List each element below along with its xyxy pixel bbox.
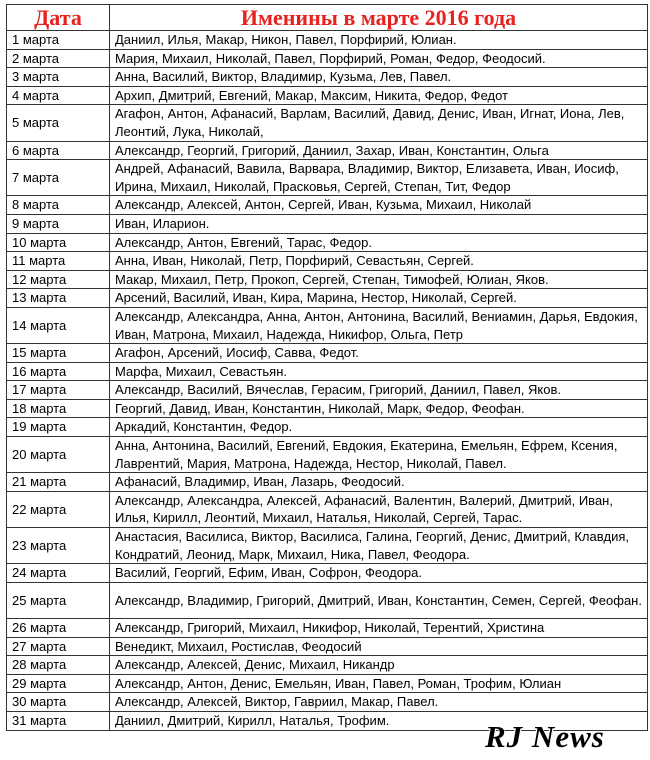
- table-row: [7, 656, 648, 675]
- table-row: [7, 270, 648, 289]
- date-cell: 22 марта: [7, 491, 110, 527]
- table-row: [7, 619, 648, 638]
- names-cell: Александр, Алексей, Антон, Сергей, Иван, Кузьма, Михаил, Николай: [110, 196, 648, 215]
- table-row: [7, 289, 648, 308]
- table-title: Именины в марте 2016 года: [110, 5, 648, 31]
- watermark-logo: RJ News: [485, 719, 605, 754]
- table-row: [7, 344, 648, 363]
- date-cell: 29 марта: [7, 674, 110, 693]
- date-cell: 8 марта: [7, 196, 110, 215]
- names-cell: Александр, Алексей, Виктор, Гавриил, Макар, Павел.: [110, 693, 648, 712]
- date-cell: 5 марта: [7, 105, 110, 141]
- table-row: [7, 491, 648, 527]
- table-row: [7, 141, 648, 160]
- names-cell: Александр, Антон, Денис, Емельян, Иван, Павел, Роман, Трофим, Юлиан: [110, 674, 648, 693]
- table-row: [7, 160, 648, 196]
- table-row: [7, 362, 648, 381]
- names-cell: Марфа, Михаил, Севастьян.: [110, 362, 648, 381]
- table-row: [7, 582, 648, 618]
- names-cell: Даниил, Илья, Макар, Никон, Павел, Порфирий, Юлиан.: [110, 31, 648, 50]
- date-cell: 6 марта: [7, 141, 110, 160]
- table-row: [7, 31, 648, 50]
- names-cell: Анна, Иван, Николай, Петр, Порфирий, Севастьян, Сергей.: [110, 252, 648, 271]
- date-cell: 28 марта: [7, 656, 110, 675]
- names-cell: Иван, Иларион.: [110, 214, 648, 233]
- table-row: [7, 196, 648, 215]
- date-cell: 15 марта: [7, 344, 110, 363]
- date-cell: 19 марта: [7, 418, 110, 437]
- names-cell: Георгий, Давид, Иван, Константин, Николай, Марк, Федор, Феофан.: [110, 399, 648, 418]
- table-row: [7, 381, 648, 400]
- table-row: [7, 233, 648, 252]
- table-row: [7, 399, 648, 418]
- date-cell: 4 марта: [7, 86, 110, 105]
- names-cell: Арсений, Василий, Иван, Кира, Марина, Нестор, Николай, Сергей.: [110, 289, 648, 308]
- table-row: [7, 105, 648, 141]
- date-cell: 27 марта: [7, 637, 110, 656]
- date-cell: 30 марта: [7, 693, 110, 712]
- date-cell: 24 марта: [7, 564, 110, 583]
- table-header-row: [7, 5, 648, 31]
- names-cell: Венедикт, Михаил, Ростислав, Феодосий: [110, 637, 648, 656]
- table-row: [7, 418, 648, 437]
- date-cell: 11 марта: [7, 252, 110, 271]
- names-cell: Александр, Григорий, Михаил, Никифор, Николай, Терентий, Христина: [110, 619, 648, 638]
- names-cell: Анна, Антонина, Василий, Евгений, Евдокия, Екатерина, Емельян, Ефрем, Ксения, Лаврентий, Мария, Матрона, Надежда, Нестор, Николай, Павел.: [110, 437, 648, 473]
- date-cell: 16 марта: [7, 362, 110, 381]
- date-cell: 18 марта: [7, 399, 110, 418]
- names-cell: Мария, Михаил, Николай, Павел, Порфирий, Роман, Федор, Феодосий.: [110, 49, 648, 68]
- table-row: [7, 674, 648, 693]
- names-cell: Александр, Василий, Вячеслав, Герасим, Григорий, Даниил, Павел, Яков.: [110, 381, 648, 400]
- date-cell: 1 марта: [7, 31, 110, 50]
- names-cell: Аркадий, Константин, Федор.: [110, 418, 648, 437]
- date-cell: 7 марта: [7, 160, 110, 196]
- table-row: [7, 307, 648, 343]
- table-row: [7, 693, 648, 712]
- date-cell: 10 марта: [7, 233, 110, 252]
- table-row: [7, 49, 648, 68]
- names-cell: Андрей, Афанасий, Вавила, Варвара, Владимир, Виктор, Елизавета, Иван, Иосиф, Ирина, Михаил, Николай, Прасковья, Сергей, Степан, Тит, Федор: [110, 160, 648, 196]
- date-cell: 2 марта: [7, 49, 110, 68]
- date-column-header: Дата: [7, 5, 110, 31]
- date-cell: 12 марта: [7, 270, 110, 289]
- table-row: [7, 86, 648, 105]
- date-cell: 31 марта: [7, 711, 110, 730]
- names-cell: Александр, Алексей, Денис, Михаил, Никандр: [110, 656, 648, 675]
- date-cell: 26 марта: [7, 619, 110, 638]
- names-cell: Анастасия, Василиса, Виктор, Василиса, Галина, Георгий, Денис, Дмитрий, Клавдия, Кондратий, Леонид, Марк, Михаил, Ника, Павел, Феодора.: [110, 528, 648, 564]
- table-row: [7, 68, 648, 87]
- names-cell: Агафон, Арсений, Иосиф, Савва, Федот.: [110, 344, 648, 363]
- names-cell: Макар, Михаил, Петр, Прокоп, Сергей, Степан, Тимофей, Юлиан, Яков.: [110, 270, 648, 289]
- date-cell: 13 марта: [7, 289, 110, 308]
- names-cell: Василий, Георгий, Ефим, Иван, Софрон, Феодора.: [110, 564, 648, 583]
- date-cell: 3 марта: [7, 68, 110, 87]
- names-cell: Александр, Александра, Алексей, Афанасий, Валентин, Валерий, Дмитрий, Иван, Илья, Кирилл, Леонтий, Михаил, Наталья, Николай, Сергей, Тарас.: [110, 491, 648, 527]
- date-cell: 21 марта: [7, 473, 110, 492]
- names-cell: Александр, Владимир, Григорий, Дмитрий, Иван, Константин, Семен, Сергей, Феофан.: [110, 582, 648, 618]
- date-cell: 23 марта: [7, 528, 110, 564]
- date-cell: 17 марта: [7, 381, 110, 400]
- names-cell: Анна, Василий, Виктор, Владимир, Кузьма, Лев, Павел.: [110, 68, 648, 87]
- names-cell: Архип, Дмитрий, Евгений, Макар, Максим, Никита, Федор, Федот: [110, 86, 648, 105]
- names-cell: Афанасий, Владимир, Иван, Лазарь, Феодосий.: [110, 473, 648, 492]
- table-row: [7, 473, 648, 492]
- date-cell: 14 марта: [7, 307, 110, 343]
- table-row: [7, 252, 648, 271]
- names-cell: Александр, Антон, Евгений, Тарас, Федор.: [110, 233, 648, 252]
- name-days-table: [6, 4, 648, 731]
- date-cell: 20 марта: [7, 437, 110, 473]
- table-row: [7, 528, 648, 564]
- table-row: [7, 637, 648, 656]
- names-cell: Александр, Георгий, Григорий, Даниил, Захар, Иван, Константин, Ольга: [110, 141, 648, 160]
- names-cell: Даниил, Дмитрий, Кирилл, Наталья, Трофим.: [110, 711, 648, 730]
- names-cell: Агафон, Антон, Афанасий, Варлам, Василий, Давид, Денис, Иван, Игнат, Иона, Лев, Леонтий, Лука, Николай,: [110, 105, 648, 141]
- date-cell: 25 марта: [7, 582, 110, 618]
- names-cell: Александр, Александра, Анна, Антон, Антонина, Василий, Вениамин, Дарья, Евдокия, Иван, Матрона, Михаил, Надежда, Никифор, Ольга, Петр: [110, 307, 648, 343]
- table-row: [7, 214, 648, 233]
- table-row: [7, 564, 648, 583]
- date-cell: 9 марта: [7, 214, 110, 233]
- table-row: [7, 437, 648, 473]
